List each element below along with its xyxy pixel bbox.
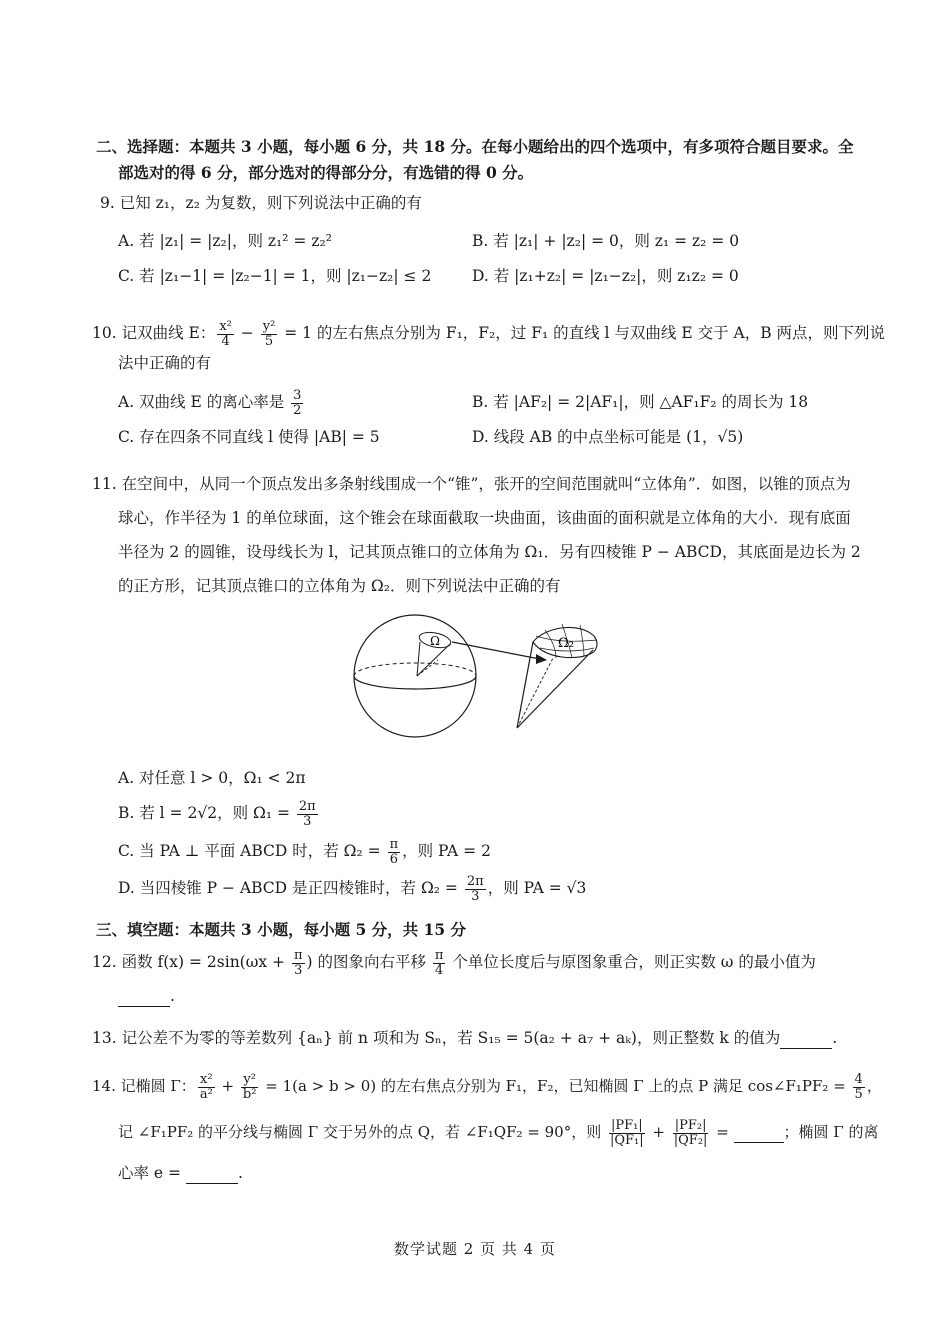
q10-a-pre: A. 双曲线 E 的离心率是 bbox=[118, 393, 290, 411]
q9-option-a: A. 若 |z₁| = |z₂|，则 z₁² = z₂² bbox=[118, 232, 332, 250]
q13-end: . bbox=[832, 1029, 838, 1047]
q9-stem: 9. 已知 z₁，z₂ 为复数，则下列说法中正确的有 bbox=[100, 194, 422, 212]
q11-d-num: 2π bbox=[466, 873, 484, 889]
q10-minus: − bbox=[235, 324, 259, 342]
q14-stem bbox=[92, 1066, 882, 1106]
q11-c-post: ，则 PA = 2 bbox=[402, 842, 491, 860]
q10-a-den: 2 bbox=[293, 402, 302, 418]
q14-fraction-pf1 bbox=[608, 1119, 646, 1148]
sphere-equator-front bbox=[354, 676, 476, 689]
q12-mid: ) 的图象向右平移 bbox=[306, 953, 431, 971]
q14-d3: 5 bbox=[854, 1086, 863, 1102]
q14-blank-2[interactable] bbox=[186, 1163, 238, 1184]
q14-line2-post: ；椭圆 Γ 的离 bbox=[783, 1123, 879, 1141]
q11-option-b bbox=[118, 796, 320, 830]
q14-n2: y² bbox=[243, 1071, 256, 1087]
q10-option-c: C. 存在四条不同直线 l 使得 |AB| = 5 bbox=[118, 428, 380, 446]
q10-option-b: B. 若 |AF₂| = 2|AF₁|，则 △AF₁F₂ 的周长为 18 bbox=[472, 393, 809, 411]
q14-line2 bbox=[118, 1110, 878, 1154]
q11-d-den: 3 bbox=[471, 888, 480, 904]
q14-line3-end: . bbox=[237, 1164, 243, 1182]
q14-n3: 4 bbox=[854, 1071, 863, 1087]
q12-pre: 12. 函数 f(x) = 2sin(ωx + bbox=[92, 953, 290, 971]
q10-stem-post: = 1 的左右焦点分别为 F₁，F₂，过 F₁ 的直线 l 与双曲线 E 交于 A，B 两点，则下列说 bbox=[279, 324, 886, 342]
q11-b-num: 2π bbox=[298, 798, 316, 814]
q14-fraction-x bbox=[198, 1073, 215, 1102]
omega-label-large: Ω₂ bbox=[558, 636, 574, 651]
q9-option-c: C. 若 |z₁−1| = |z₂−1| = 1，则 |z₁−z₂| ≤ 2 bbox=[118, 267, 432, 285]
q11-c-num: π bbox=[389, 836, 399, 852]
q11-d-post: ，则 PA = √3 bbox=[487, 879, 587, 897]
page-footer: 数学试题 2 页 共 4 页 bbox=[394, 1240, 556, 1258]
q12-den1: 3 bbox=[294, 962, 303, 978]
q14-d1: a² bbox=[199, 1086, 213, 1102]
q13-blank[interactable] bbox=[780, 1028, 832, 1049]
q12-blank[interactable] bbox=[118, 986, 170, 1007]
q11-option-c bbox=[118, 834, 491, 868]
q13-stem bbox=[92, 1028, 837, 1049]
q9-option-d: D. 若 |z₁+z₂| = |z₁−z₂|，则 z₁z₂ = 0 bbox=[472, 267, 739, 285]
q11-b-fraction bbox=[297, 800, 318, 829]
q14-d4: |QF₁| bbox=[610, 1132, 644, 1148]
q14-fraction-y bbox=[241, 1073, 259, 1102]
q11-d-fraction bbox=[465, 875, 486, 904]
q11-line3: 半径为 2 的圆锥，设母线长为 l，记其顶点锥口的立体角为 Ω₁．另有四棱锥 P − ABCD，其底面是边长为 2 bbox=[118, 543, 861, 561]
q13-text: 13. 记公差不为零的等差数列 {aₙ} 前 n 项和为 Sₙ，若 S₁₅ = 5(a₂ + a₇ + aₖ)，则正整数 k 的值为 bbox=[92, 1029, 781, 1047]
q14-d2: b² bbox=[242, 1086, 257, 1102]
cone-edge-left bbox=[417, 642, 420, 676]
q14-plus-2: + bbox=[647, 1123, 670, 1141]
solid-angle-figure bbox=[350, 612, 870, 740]
q12-den2: 4 bbox=[435, 962, 444, 978]
q10-frac2-num: y² bbox=[262, 318, 276, 334]
q10-fraction-x bbox=[217, 320, 234, 349]
q11-b-pre: B. 若 l = 2√2，则 Ω₁ = bbox=[118, 804, 295, 822]
section2-header-line1: 二、选择题：本题共 3 小题，每小题 6 分，共 18 分。在每小题给出的四个选项中，有多项符合题目要求。全 bbox=[96, 137, 854, 156]
q14-eq: = bbox=[711, 1123, 734, 1141]
q10-a-num: 3 bbox=[293, 387, 302, 403]
omega-label-small: Ω bbox=[430, 634, 440, 648]
q14-fraction-cos bbox=[853, 1073, 865, 1102]
q12-answer-line bbox=[118, 986, 175, 1007]
q10-frac1-num: x² bbox=[219, 318, 232, 334]
q14-line3-pre: 心率 e = bbox=[118, 1164, 186, 1182]
q10-frac1-den: 4 bbox=[221, 333, 230, 349]
q14-n4: |PF₁| bbox=[610, 1117, 643, 1133]
q9-option-b: B. 若 |z₁| + |z₂| = 0，则 z₁ = z₂ = 0 bbox=[472, 232, 740, 250]
section3-header: 三、填空题：本题共 3 小题，每小题 5 分，共 15 分 bbox=[96, 920, 467, 939]
q12-stem bbox=[92, 945, 816, 979]
q10-stem bbox=[92, 316, 885, 350]
q12-end: . bbox=[170, 987, 175, 1005]
q11-c-den: 6 bbox=[389, 851, 398, 867]
q12-fraction-2 bbox=[433, 949, 446, 978]
q12-post: 个单位长度后与原图象重合，则正实数 ω 的最小值为 bbox=[447, 953, 816, 971]
sphere-equator-back bbox=[354, 663, 476, 676]
q14-blank-1[interactable] bbox=[734, 1122, 784, 1143]
q14-post: = 1(a > b > 0) 的左右焦点分别为 F₁，F₂，已知椭圆 Γ 上的点 P 满足 cos∠F₁PF₂ = bbox=[260, 1077, 851, 1095]
q10-option-d: D. 线段 AB 的中点坐标可能是 (1，√5) bbox=[472, 428, 744, 446]
big-cone-axis bbox=[517, 658, 553, 728]
q10-option-a bbox=[118, 385, 305, 419]
q14-d5: |QF₂| bbox=[673, 1132, 708, 1148]
sphere-outline bbox=[354, 615, 476, 737]
q11-line4: 的正方形，记其顶点锥口的立体角为 Ω₂．则下列说法中正确的有 bbox=[118, 577, 561, 595]
arrow-head bbox=[536, 654, 547, 664]
q11-d-pre: D. 当四棱锥 P − ABCD 是正四棱锥时，若 Ω₂ = bbox=[118, 879, 463, 897]
q10-stem-pre: 10. 记双曲线 E： bbox=[92, 324, 216, 342]
q10-fraction-y bbox=[261, 320, 278, 349]
big-cone-edge-right bbox=[517, 650, 593, 728]
cone-edge-right bbox=[417, 644, 450, 676]
q10-stem-line2: 法中正确的有 bbox=[118, 354, 212, 372]
q14-comma: ， bbox=[866, 1077, 882, 1095]
q11-option-d bbox=[118, 871, 586, 905]
q11-option-a: A. 对任意 l > 0，Ω₁ < 2π bbox=[118, 769, 306, 787]
q14-line2-pre: 记 ∠F₁PF₂ 的平分线与椭圆 Γ 交于另外的点 Q，若 ∠F₁QF₂ = 90°，则 bbox=[118, 1123, 606, 1141]
q11-line1: 11. 在空间中，从同一个顶点发出多条射线围成一个“锥”，张开的空间范围就叫“立体角”．如图，以锥的顶点为 bbox=[92, 475, 851, 493]
q14-plus: + bbox=[216, 1077, 239, 1095]
cap-grid-line-1 bbox=[545, 630, 556, 658]
q11-c-fraction bbox=[388, 838, 401, 867]
q14-n1: x² bbox=[200, 1071, 213, 1087]
section2-header-line2: 部选对的得 6 分，部分选对的得部分分，有选错的得 0 分。 bbox=[118, 163, 534, 182]
q14-n5: |PF₂| bbox=[674, 1117, 707, 1133]
q11-line2: 球心，作半径为 1 的单位球面，这个锥会在球面截取一块曲面，该曲面的面积就是立体角的大小．现有底面 bbox=[118, 509, 851, 527]
q12-num2: π bbox=[434, 947, 444, 963]
q14-line3 bbox=[118, 1163, 243, 1184]
q14-pre: 14. 记椭圆 Γ： bbox=[92, 1077, 196, 1095]
q12-fraction-1 bbox=[292, 949, 305, 978]
q10-frac2-den: 5 bbox=[264, 333, 274, 349]
q14-fraction-pf2 bbox=[672, 1119, 710, 1148]
q11-c-pre: C. 当 PA ⊥ 平面 ABCD 时，若 Ω₂ = bbox=[118, 842, 386, 860]
q10-a-fraction bbox=[291, 389, 303, 418]
q11-b-den: 3 bbox=[303, 813, 312, 829]
q12-num1: π bbox=[293, 947, 303, 963]
